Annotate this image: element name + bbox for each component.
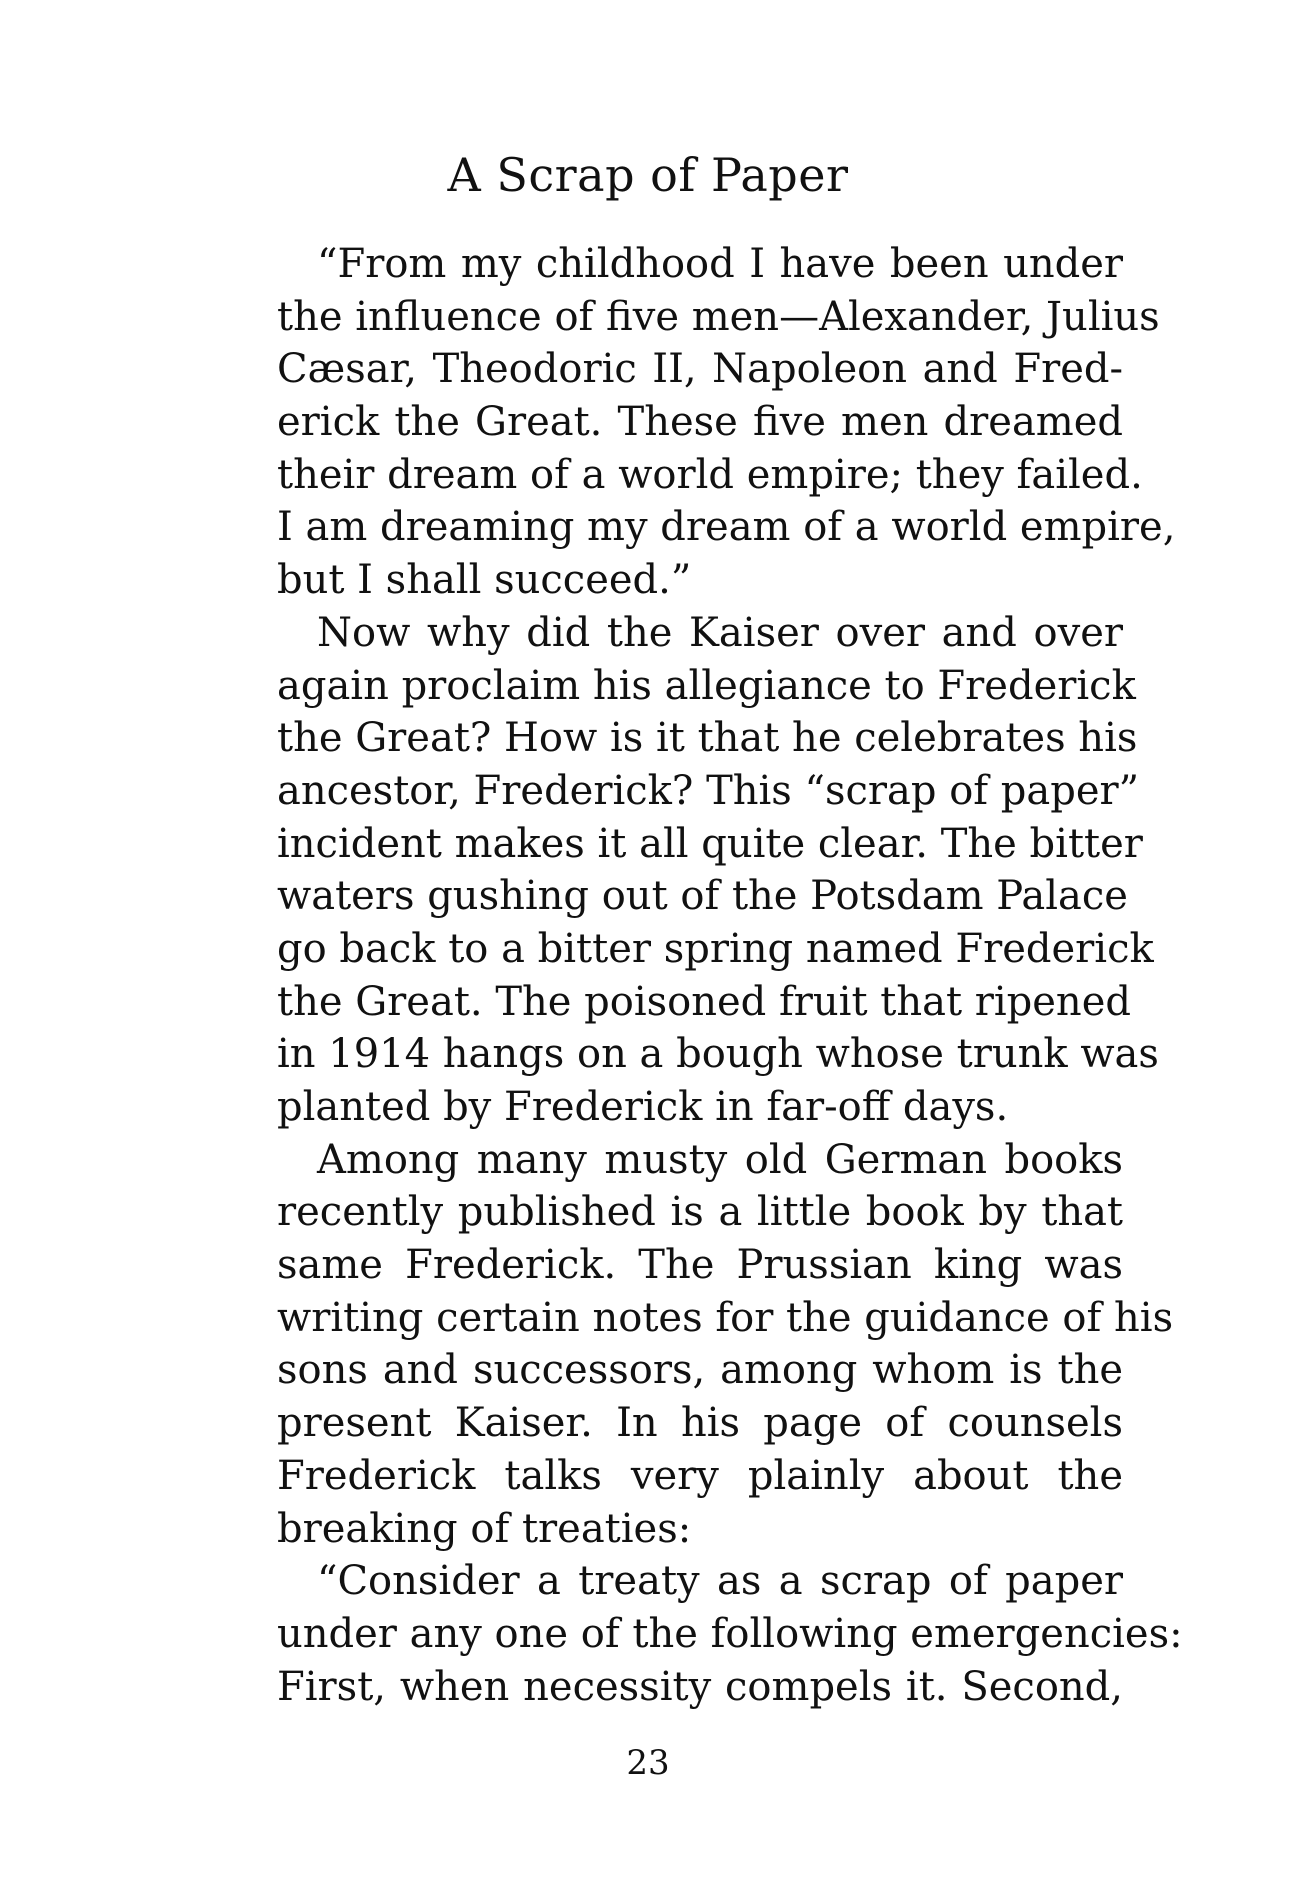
text-line: Among many musty old German books [317, 1136, 1123, 1183]
text-line: breaking of treaties: [277, 1505, 692, 1552]
text-line: sons and successors, among whom is the [277, 1347, 1123, 1394]
text-line: “From my childhood I have been under [317, 241, 1123, 287]
text-line: present Kaiser. In his page of counsels [277, 1400, 1123, 1447]
body-text [277, 238, 1183, 1713]
text-line: again proclaim his allegiance to Frederick [277, 662, 1136, 709]
paragraph-quote-kaiser [277, 238, 1176, 607]
text-line: Frederick talks very plainly about the [277, 1452, 1123, 1499]
text-line: recently published is a little book by that [277, 1189, 1123, 1236]
text-line: the influence of five men—Alexander, Julius [277, 293, 1160, 340]
text-line: go back to a bitter spring named Frederick [277, 925, 1154, 972]
text-line: waters gushing out of the Potsdam Palace [277, 873, 1128, 920]
text-line: the Great? How is it that he celebrates his [277, 715, 1138, 762]
text-line: I am dreaming my dream of a world empire, [277, 504, 1176, 551]
text-line: under any one of the following emergencies: [277, 1610, 1183, 1657]
text-line: ancestor, Frederick? This “scrap of paper” [277, 767, 1140, 814]
paragraph-frederick-book [277, 1134, 1174, 1556]
text-line: Cæsar, Theodoric II, Napoleon and Fred- [277, 346, 1123, 393]
text-line: writing certain notes for the guidance of his [277, 1294, 1174, 1341]
text-line: planted by Frederick in far-off days. [277, 1084, 1009, 1130]
text-line: in 1914 hangs on a bough whose trunk was [277, 1031, 1159, 1078]
paragraph-treaty-quote [277, 1555, 1183, 1713]
text-line: same Frederick. The Prussian king was [277, 1242, 1123, 1289]
text-line: “Consider a treaty as a scrap of paper [317, 1558, 1123, 1605]
running-head: A Scrap of Paper [447, 148, 849, 202]
page-number: 23 [626, 1743, 670, 1783]
text-line: First, when necessity compels it. Second, [277, 1663, 1123, 1710]
paragraph-kaiser-allegiance [277, 607, 1159, 1134]
text-line: but I shall succeed.” [277, 557, 692, 604]
text-line: the Great. The poisoned fruit that ripened [277, 978, 1131, 1025]
text-line: erick the Great. These five men dreamed [277, 399, 1123, 446]
text-line: incident makes it all quite clear. The bitter [277, 820, 1143, 867]
text-line: their dream of a world empire; they failed. [277, 451, 1143, 498]
text-line: Now why did the Kaiser over and over [317, 609, 1123, 656]
